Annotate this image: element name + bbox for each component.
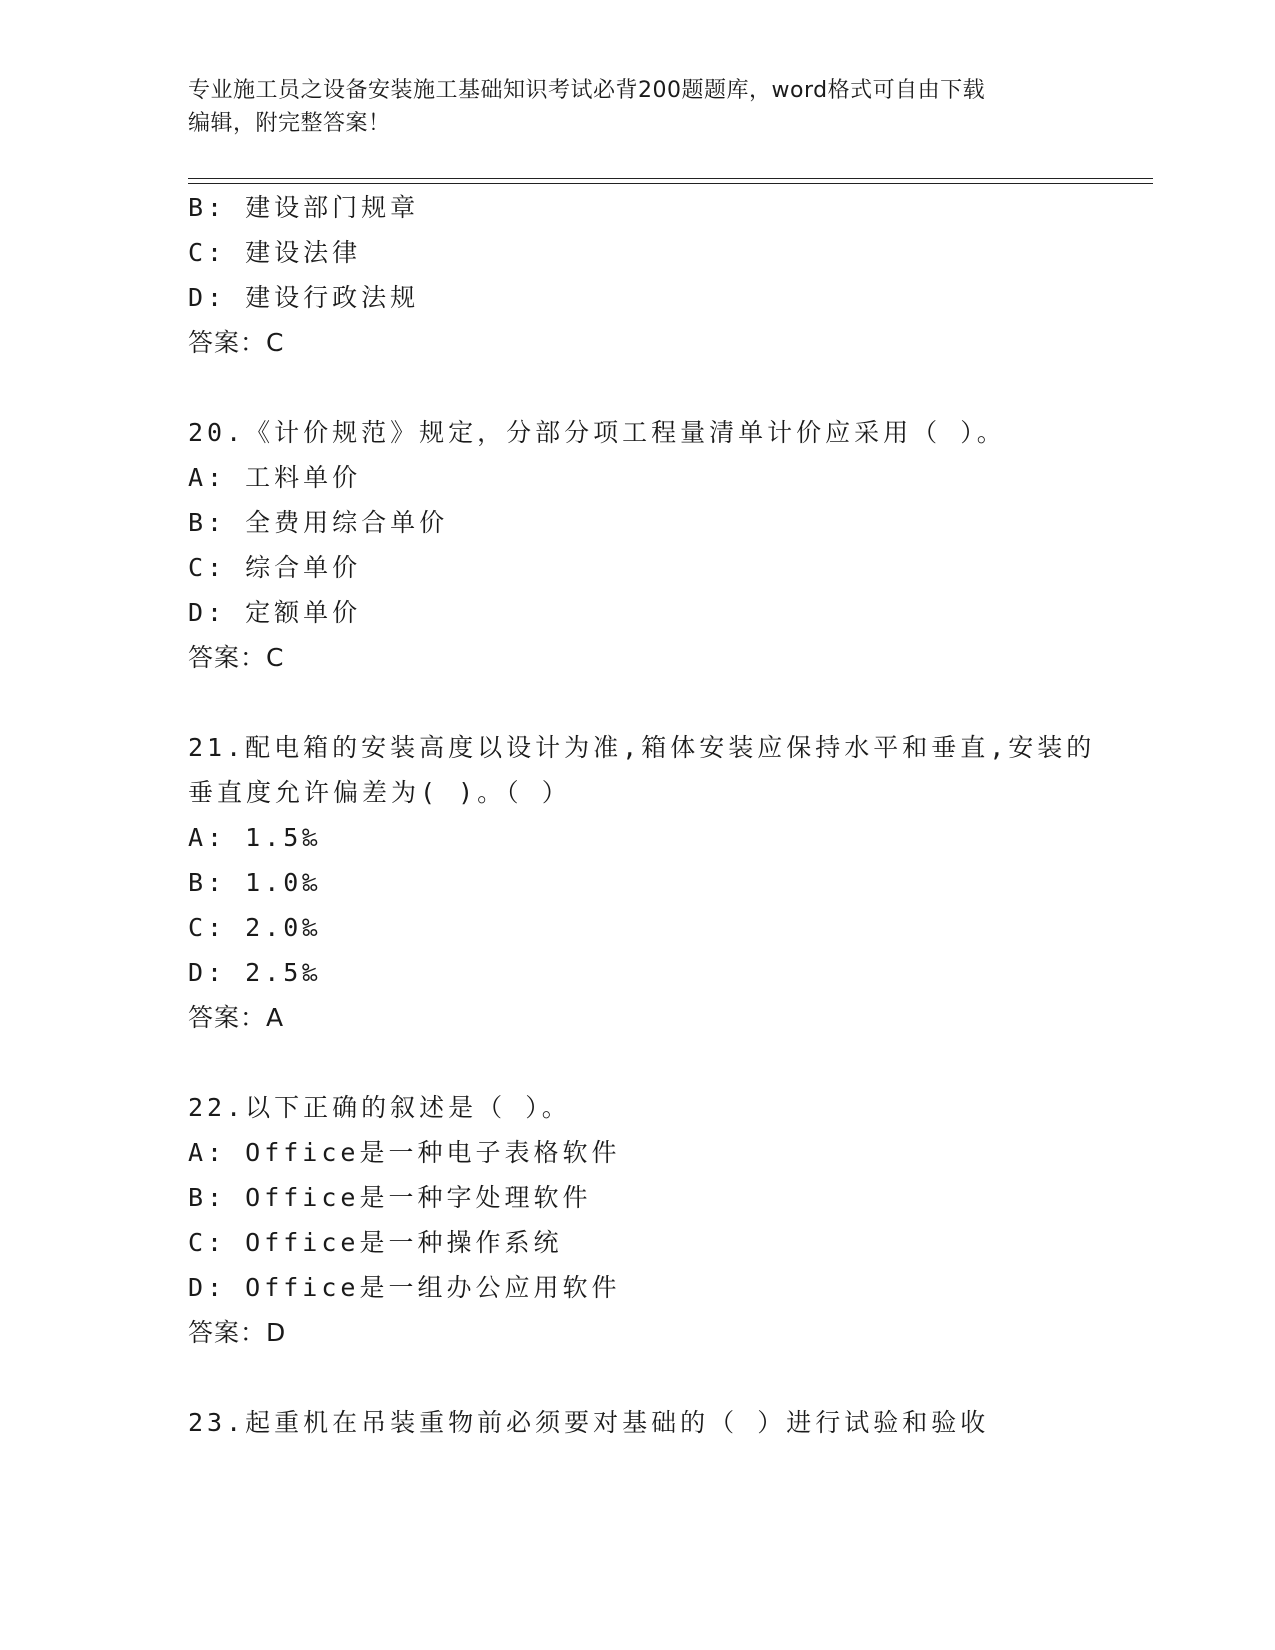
header-rule-top <box>188 178 1153 179</box>
q20-option-b: B: 全费用综合单价 <box>188 508 449 537</box>
q21-stem-line-2: 垂直度允许偏差为( )。（ ） <box>188 778 571 807</box>
q20-option-d: D: 定额单价 <box>188 598 362 627</box>
q19-option-d: D: 建设行政法规 <box>188 283 420 312</box>
q19-option-c: C: 建设法律 <box>188 238 362 267</box>
header-title-line-2: 编辑，附完整答案！ <box>188 111 391 136</box>
q20-answer: 答案：C <box>188 643 285 672</box>
q21-option-d: D: 2.5‰ <box>188 958 322 987</box>
q21-option-a: A: 1.5‰ <box>188 823 322 852</box>
q22-option-d: D: Office是一组办公应用软件 <box>188 1273 621 1302</box>
q20-stem: 20.《计价规范》规定，分部分项工程量清单计价应采用（ ）。 <box>188 418 1006 447</box>
header-title-line-1: 专业施工员之设备安装施工基础知识考试必背200题题库，word格式可自由下载 <box>188 78 986 103</box>
q22-stem: 22.以下正确的叙述是（ ）。 <box>188 1093 571 1122</box>
q21-stem-line-1: 21.配电箱的安装高度以设计为准,箱体安装应保持水平和垂直,安装的 <box>188 733 1096 762</box>
header-rule-bottom <box>188 183 1153 184</box>
q22-option-a: A: Office是一种电子表格软件 <box>188 1138 621 1167</box>
q23-stem: 23.起重机在吊装重物前必须要对基础的（ ）进行试验和验收 <box>188 1408 990 1437</box>
q22-option-b: B: Office是一种字处理软件 <box>188 1183 592 1212</box>
q21-option-c: C: 2.0‰ <box>188 913 322 942</box>
q22-option-c: C: Office是一种操作系统 <box>188 1228 563 1257</box>
document-header <box>188 74 1068 140</box>
q21-answer: 答案：A <box>188 1003 285 1032</box>
q21-option-b: B: 1.0‰ <box>188 868 322 897</box>
q20-option-c: C: 综合单价 <box>188 553 362 582</box>
q19-answer: 答案：C <box>188 328 285 357</box>
q19-option-b: B: 建设部门规章 <box>188 193 420 222</box>
q20-option-a: A: 工料单价 <box>188 463 362 492</box>
q22-answer: 答案：D <box>188 1318 287 1347</box>
